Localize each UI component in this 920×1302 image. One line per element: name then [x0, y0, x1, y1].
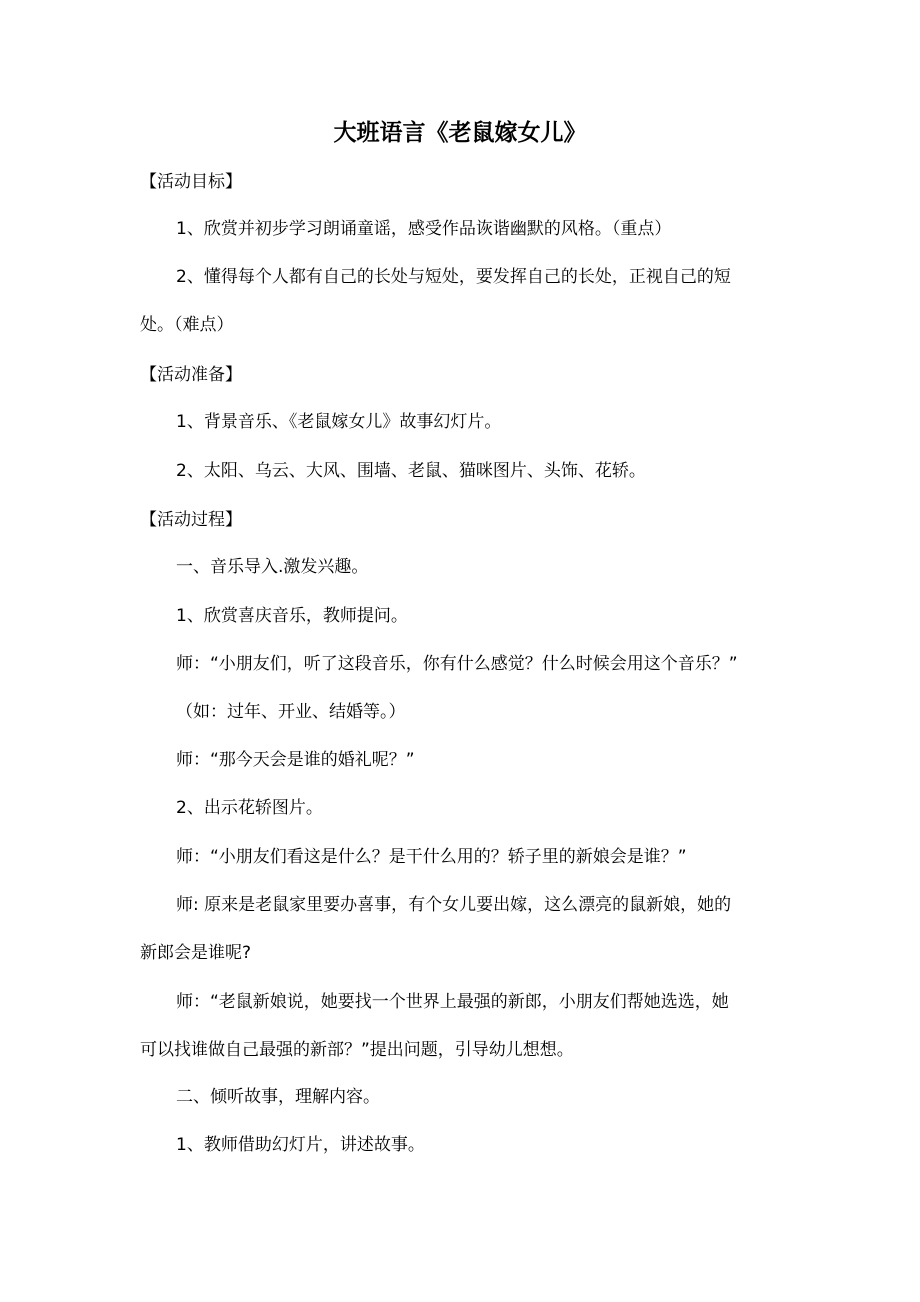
teacher-question-1: 师：“小朋友们，听了这段音乐，你有什么感觉？什么时候会用这个音乐？”	[176, 654, 738, 674]
process-step-1: 一、音乐导入.激发兴趣。	[176, 557, 369, 577]
process-step-1-2: 2、出示花轿图片。	[176, 798, 323, 818]
goal-item-2-line-2: 处。（难点）	[140, 315, 234, 335]
section-heading-goals: 【活动目标】	[140, 172, 242, 192]
teacher-question-1-note: （如：过年、开业、结婚等。）	[176, 702, 406, 722]
document-title: 大班语言《老鼠嫁女儿》	[333, 120, 587, 146]
process-step-1-1: 1、欣赏喜庆音乐，教师提问。	[176, 606, 408, 626]
preparation-item-1: 1、背景音乐、《老鼠嫁女儿》故事幻灯片。	[176, 412, 502, 432]
preparation-item-2: 2、太阳、乌云、大风、围墙、老鼠、猫咪图片、头饰、花轿。	[176, 461, 646, 481]
section-heading-preparation: 【活动准备】	[140, 365, 242, 385]
teacher-question-3: 师：“小朋友们看这是什么？是干什么用的？轿子里的新娘会是谁？”	[176, 847, 687, 867]
process-step-2-1: 1、教师借助幻灯片，讲述故事。	[176, 1135, 425, 1155]
goal-item-1: 1、欣赏并初步学习朗诵童谣，感受作品诙谐幽默的风格。（重点）	[176, 219, 672, 239]
goal-item-2-line-1: 2、懂得每个人都有自己的长处与短处，要发挥自己的长处，正视自己的短	[176, 267, 731, 287]
teacher-question-4-line-2: 新郎会是谁呢?	[140, 943, 252, 963]
teacher-question-5-line-2: 可以找谁做自己最强的新部？”提出问题，引导幼儿想想。	[140, 1040, 574, 1060]
teacher-question-4-line-1: 师: 原来是老鼠家里要办喜事，有个女儿要出嫁，这么漂亮的鼠新娘，她的	[176, 895, 732, 915]
teacher-question-5-line-1: 师：“老鼠新娘说，她要找一个世界上最强的新郎，小朋友们帮她选选，她	[176, 992, 729, 1012]
section-heading-process: 【活动过程】	[140, 510, 242, 530]
process-step-2: 二、倾听故事，理解内容。	[176, 1087, 380, 1107]
teacher-question-2: 师：“那今天会是谁的婚礼呢？”	[176, 750, 415, 770]
